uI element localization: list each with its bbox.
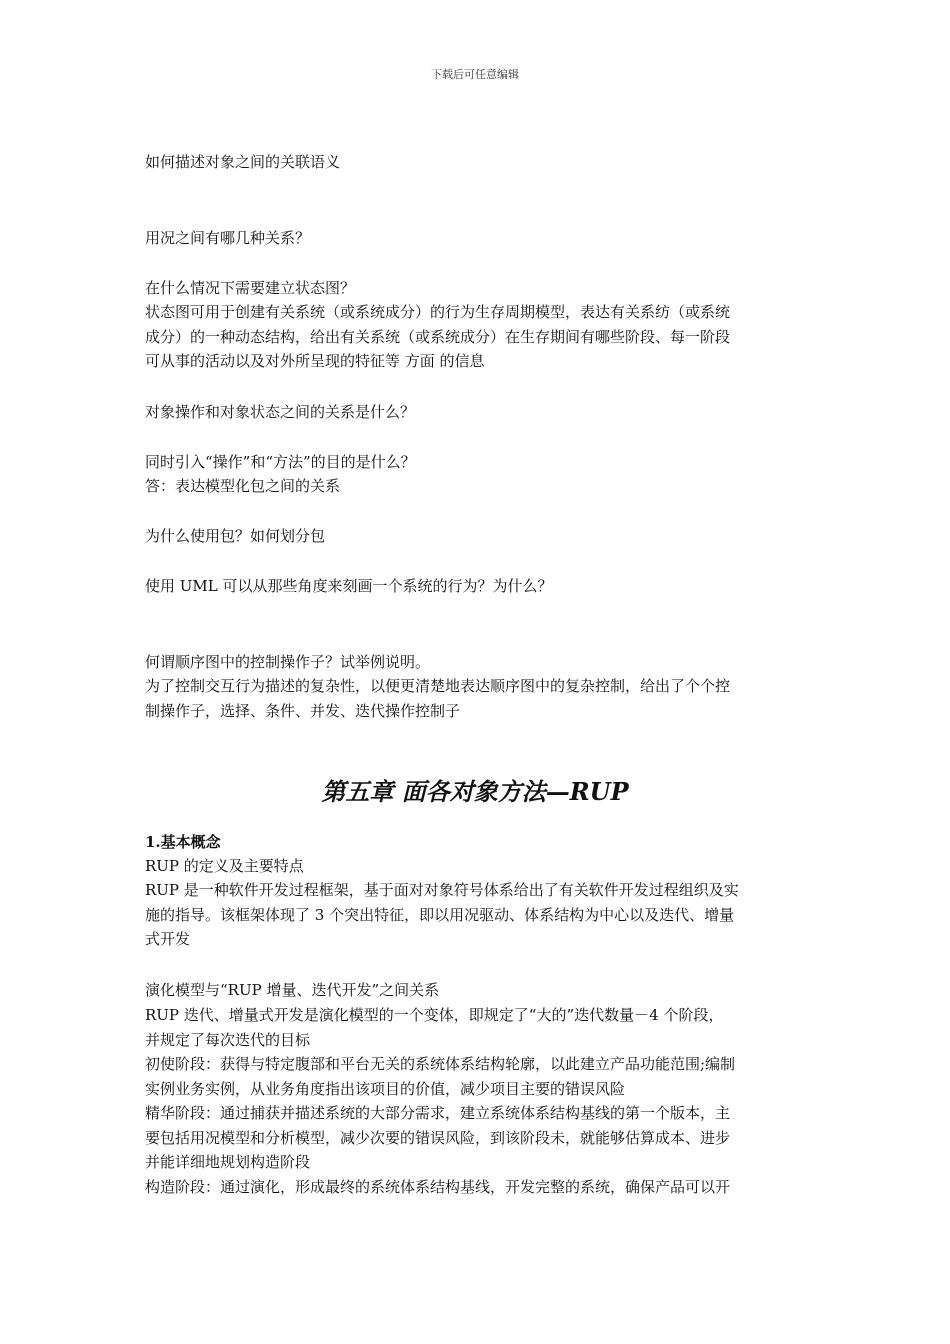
answer-operation-method: 答：表达模型化包之间的关系 (145, 477, 341, 495)
subsection-rup-definition: RUP 的定义及主要特点 (145, 857, 304, 875)
question-operation-method: 同时引入“操作”和“方法”的目的是什么？ (145, 453, 416, 471)
body-line: 施的指导。该框架体现了 3 个突出特征，即以用况驱动、体系结构为中心以及迭代、增量 (145, 905, 735, 924)
answer-line: 可从事的活动以及对外所呈现的特征等 方面 的信息 (145, 352, 485, 370)
rup-definition-body (145, 878, 810, 952)
answer-line: 状态图可用于创建有关系统（或系统成分）的行为生存周期模型，表达有关系纺（或系统 (145, 303, 731, 321)
page-header: 下载后可任意编辑 (431, 68, 519, 81)
body-line: 精华阶段：通过捕获并描述系统的大部分需求，建立系统体系结构基线的第一个版本，主 (145, 1104, 731, 1122)
body-line: RUP 迭代、增量式开发是演化模型的一个变体，即规定了“大的”迭代数量－4 个阶段， (145, 1006, 724, 1024)
section-heading: 1.基本概念 (145, 833, 221, 851)
chapter-title: 第五章 面各对象方法—RUP (321, 777, 629, 806)
question-uml-behavior: 使用 UML 可以从那些角度来刻画一个系统的行为？为什么？ (145, 577, 553, 595)
answer-line: 制操作子，选择、条件、并发、迭代操作控制子 (145, 701, 461, 720)
answer-state-diagram (145, 300, 810, 374)
body-line: 实例业务实例，从业务角度指出该项目的价值，减少项目主要的错误风险 (145, 1079, 626, 1098)
question-packages: 为什么使用包？如何划分包 (145, 527, 326, 545)
evolution-model-body (145, 1003, 810, 1199)
answer-control-operators (145, 674, 810, 723)
body-line: 式开发 (145, 930, 191, 948)
body-line: RUP 是一种软件开发过程框架，基于面对对象符号体系给出了有关软件开发过程组织及实 (145, 881, 739, 899)
answer-line: 为了控制交互行为描述的复杂性，以便更清楚地表达顺序图中的复杂控制，给出了个个控 (145, 677, 731, 695)
subsection-evolution-model: 演化模型与“RUP 增量、迭代开发”之间关系 (145, 981, 440, 999)
question-control-operators: 何谓顺序图中的控制操作子？试举例说明。 (145, 653, 431, 671)
answer-line: 成分）的一种动态结构，给出有关系统（或系统成分）在生存期间有哪些阶段、每一阶段 (145, 327, 731, 346)
body-line: 初使阶段：获得与特定腹部和平台无关的系统体系结构轮廓，以此建立产品功能范围;编制 (145, 1055, 736, 1073)
body-line: 并规定了每次迭代的目标 (145, 1030, 311, 1049)
question-association-semantics: 如何描述对象之间的关联语义 (145, 153, 341, 171)
body-line: 要包括用况模型和分析模型，减少次要的错误风险，到该阶段未，就能够估算成本、进步 (145, 1128, 731, 1147)
question-usecase-relations: 用况之间有哪几种关系？ (145, 229, 311, 247)
body-line: 并能详细地规划构造阶段 (145, 1153, 311, 1171)
question-state-diagram: 在什么情况下需要建立状态图？ (145, 279, 356, 297)
question-operation-state: 对象操作和对象状态之间的关系是什么？ (145, 403, 416, 421)
body-line: 构造阶段：通过演化，形成最终的系统体系结构基线，开发完整的系统，确保产品可以开 (145, 1177, 731, 1196)
